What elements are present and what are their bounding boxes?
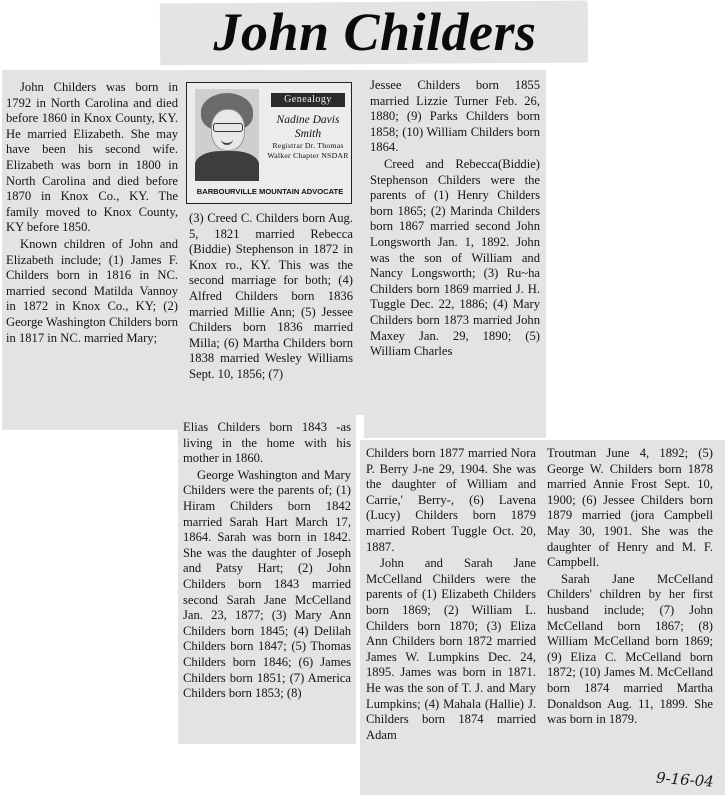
text-column-1 xyxy=(6,80,178,425)
author-photo xyxy=(195,89,259,181)
paragraph: Childers born 1877 married Nora P. Berry J-ne 29, 1904. She was the daughter of William and Carrie,' Berry-, (6) Lavena (Lucy) Childers born 1879 married Robert Tuggle Oct. 20, 1887. xyxy=(366,446,536,554)
column-tag: Genealogy xyxy=(271,93,345,107)
newspaper-name: BARBOURVILLE MOUNTAIN ADVOCATE xyxy=(196,187,344,196)
author-name: Nadine Davis Smith xyxy=(276,114,340,140)
paragraph: (3) Creed C. Childers born Aug. 5, 1821 married Rebecca (Biddie) Stephenson in 1872 in Knox ro., KY. This was the second marriage for both; (4) Alfred Childers born 1836 married Millie Ann; (5) Jessee Childers born 1836 married Milla; (6) Martha Childers born 1838 married Wesley Williams Sept. 10, 1856; (7) xyxy=(189,211,353,381)
paragraph: George Washington and Mary Childers were the parents of; (1) Hiram Childers born 1842 married Sarah Hart March 17, 1864. Sarah was born in 1842. She was the daughter of Joseph and Patsy Hart; (2) John Childers born 1843 married second Sarah Jane McCelland Jan. 23, 1877; (3) Mary Ann Childers born 1845; (4) Delilah Childers born 1847; (5) Thomas Childers born 1846; (6) James Childers born 1851; (7) America Childers born 1853; (8) xyxy=(183,467,351,701)
paragraph: Sarah Jane McCelland Childers' children by her first husband include; (7) John McCelland born 1867; (8) William McCelland born 1869; (9) Eliza C. McCelland born 1872; (10) James M. McCelland born 1874 married Martha Donaldson Aug. 11, 1899. She was born in 1879. xyxy=(547,571,713,727)
article-headline: John Childers xyxy=(213,2,537,62)
text-column-5 xyxy=(366,446,536,786)
text-column-3 xyxy=(370,78,540,434)
text-column-6 xyxy=(547,446,713,776)
paragraph: John Childers was born in 1792 in North Carolina and died before 1860 in Knox County, KY. He married Elizabeth. She may have been his second wife. Elizabeth was born in 1800 in North Carolina and died before 1870 in Knox Co., KY. The family moved to Knox County, KY before 1850. xyxy=(6,80,178,235)
paragraph: Elias Childers born 1843 -as living in the home with his mother in 1860. xyxy=(183,420,351,466)
handwritten-date: 9-16-04 xyxy=(655,768,715,791)
author-title: Registrar Dr. Thomas Walker Chapter NSDAR xyxy=(267,141,349,160)
paragraph: John and Sarah Jane McCelland Childers were the parents of (1) Elizabeth Childers born 1869; (2) William L. Childers born 1870; (3) Eliza Ann Childers born 1872 married James W. Lumpkins Dec. 24, 1895. James was born in 1871. He was the son of T. J. and Mary Lumpkins; (4) Mahala (Hallie) J. Childers born 1874 married Adam xyxy=(366,556,536,742)
paragraph: Known children of John and Elizabeth include; (1) James F. Childers born in 1816 in NC. married second Matilda Vannoy in 1872 in Knox Co., KY; (2) George Washington Childers born in 1817 in NC. married Mary; xyxy=(6,236,178,345)
paragraph: Jessee Childers born 1855 married Lizzie Turner Feb. 26, 1880; (9) Parks Childers born 1858; (10) William Childers born 1864. xyxy=(370,78,540,155)
text-column-2 xyxy=(189,211,353,411)
paragraph: Creed and Rebecca(Biddie) Stephenson Childers were the parents of (1) Henry Childers born 1865; (2) Marinda Childers born 1867 married second John Longsworth Jan. 1, 1892. John was the son of William and Nancy Longsworth; (3) Ru~ha Childers born 1869 married J. H. Tuggle Dec. 22, 1886; (4) Mary Childers born 1873 married John Maxey Jan. 29, 1890; (5) William Charles xyxy=(370,156,540,359)
paragraph: Troutman June 4, 1892; (5) George W. Childers born 1878 married Annie Frost Sept. 10, 1900; (6) Jessee Childers born 1879 married (jora Campbell May 30, 1901. She was the daughter of Henry and M. F. Campbell. xyxy=(547,446,713,570)
byline-box xyxy=(186,82,352,204)
text-column-4 xyxy=(183,420,351,740)
